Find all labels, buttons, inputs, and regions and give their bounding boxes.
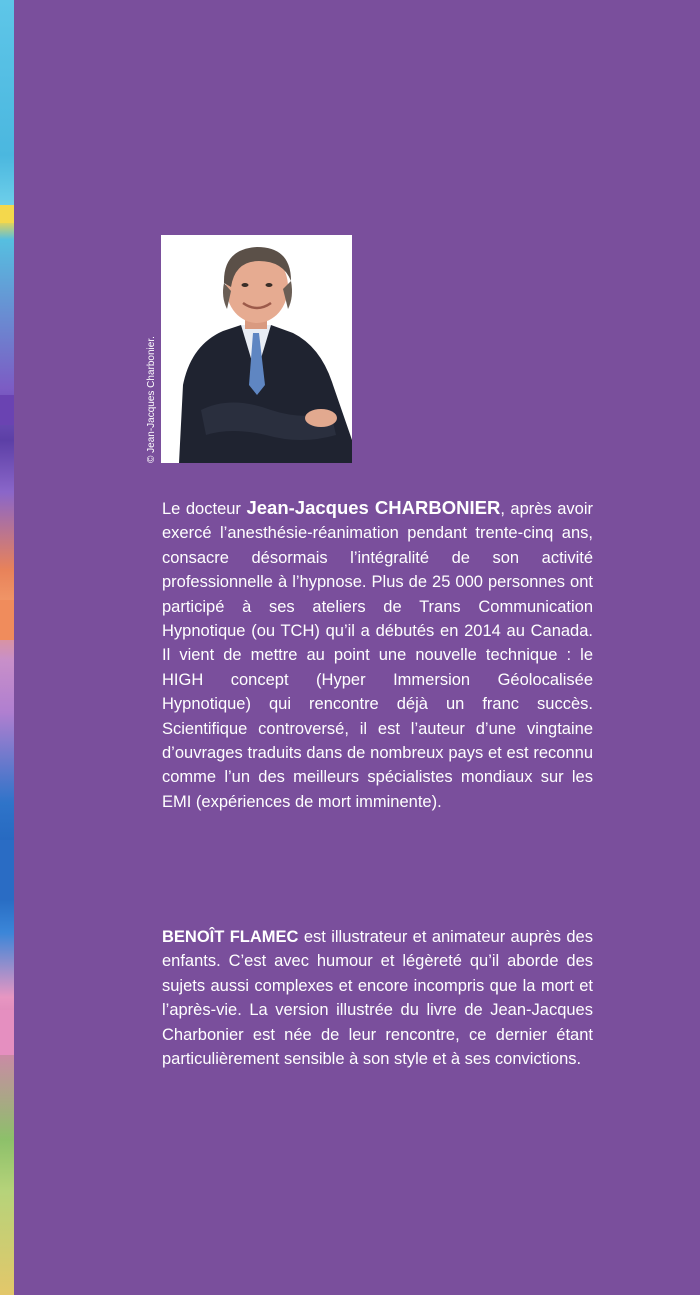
bio-flamec-text: est illustrateur et animateur auprès des enfants. C’est avec humour et légèreté qu’il aborde des sujets aussi complexes et encore incompris que la mort et l’après-vie. La version illustrée du livre de Jean-Jacques Charbonier est née de leur rencontre, ce dernier étant particulièrement sensible à son style et à ses convictions. [162,928,593,1069]
yellow-flower-fragment [0,205,14,223]
bio-charbonier-intro: Le docteur [162,500,247,518]
pink-shape-fragment [0,1010,14,1055]
photo-credit: © Jean-Jacques Charbonier. [146,336,157,463]
purple-shape-fragment [0,395,14,425]
orange-shape-fragment [0,600,14,640]
bio-charbonier-text: , après avoir exercé l’anesthésie-réanimation pendant trente-cinq ans, consacre désormais l’intégralité de son activité professionnelle à l’hypnose. Plus de 25 000 personnes ont participé à ses ateliers de Trans Communication Hypnotique (ou TCH) qu’il a débutés en 2014 au Canada. Il vient de mettre au point une nouvelle technique : le HIGH concept (Hyper Immersion Géolocalisée Hypnotique) qui rencontre déjà un franc succès. Scientifique controversé, il est l’auteur d’une vingtaine d’ouvrages traduits dans de nombreux pays et est reconnu comme l’un des meilleurs spécialistes mondiaux sur les EMI (expériences de mort imminente). [162,500,593,811]
author-name: Jean-Jacques CHARBONIER [246,497,501,518]
blue-shape-fragment [0,840,14,900]
author-portrait-image [161,235,352,463]
cover-illustration-edge [0,0,14,1295]
illustrator-name: BENOÎT FLAMEC [162,928,299,946]
bio-flamec [162,925,593,1071]
bio-charbonier [162,496,593,814]
author-photo [161,235,352,463]
